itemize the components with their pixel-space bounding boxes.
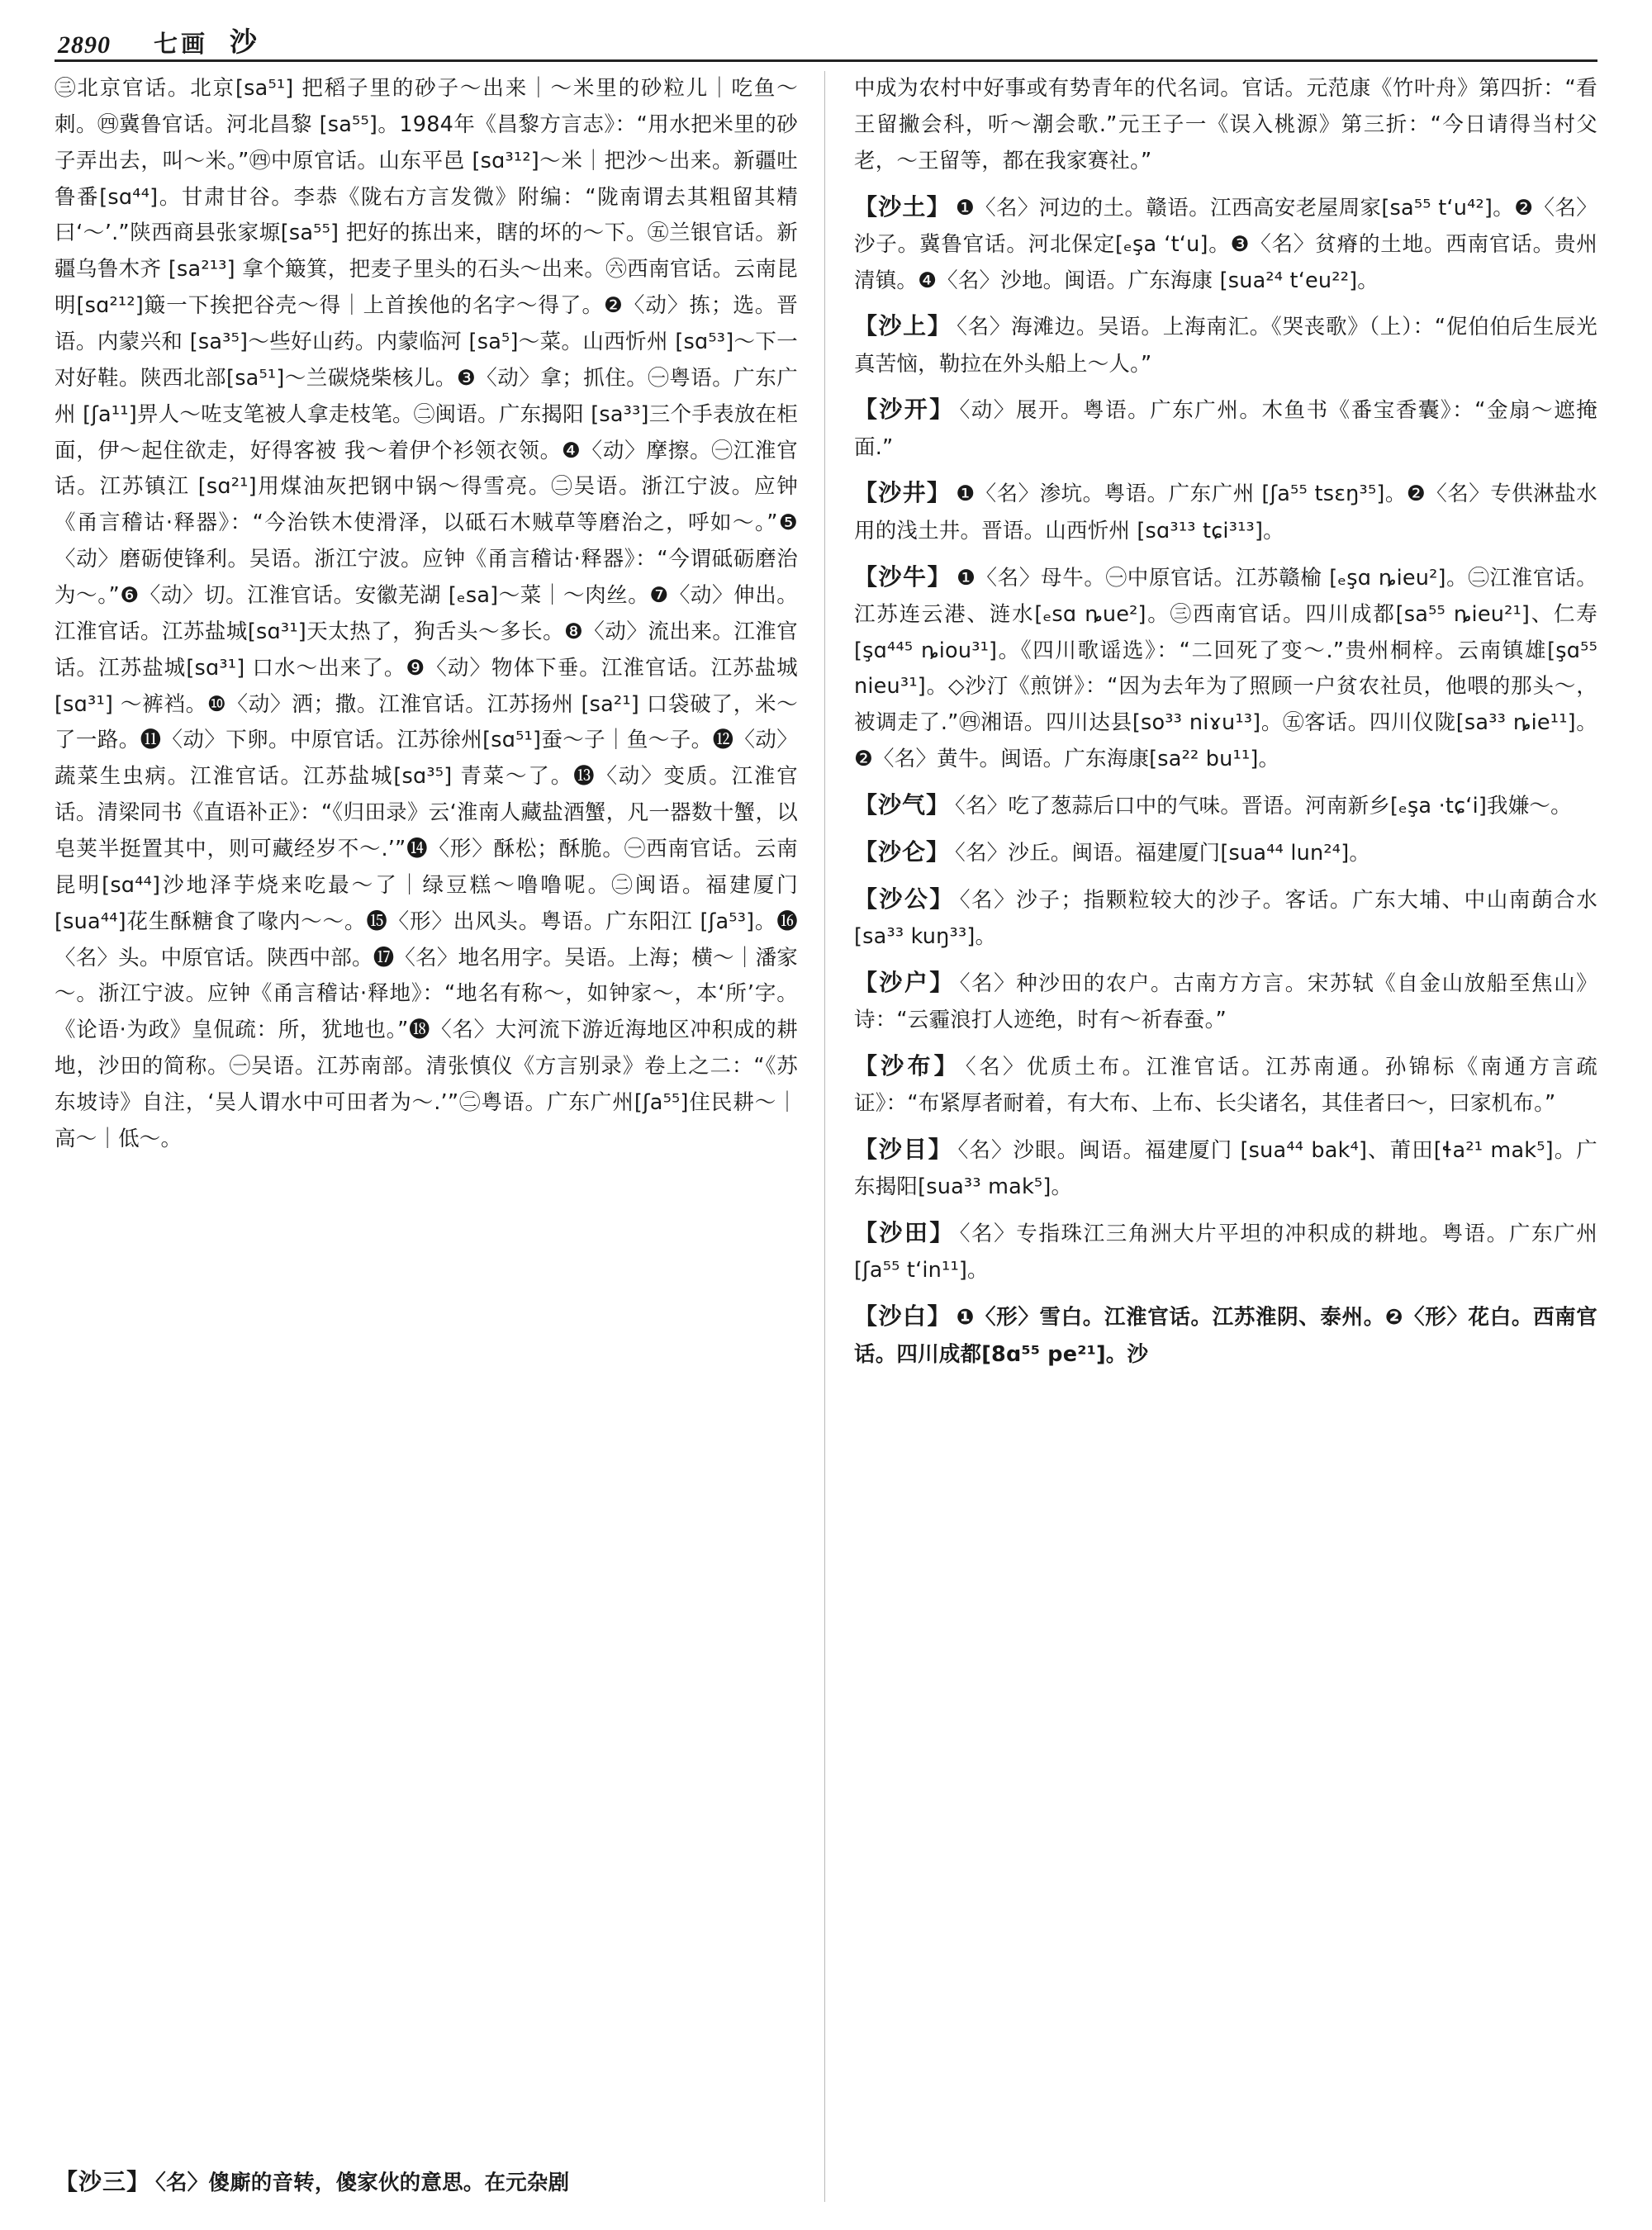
stroke-count-label: 七画 [154, 30, 209, 58]
continued-paragraph-right: 中成为农村中好事或有势青年的代名词。官话。元范康《竹叶舟》第四折：“看王留撇会科，听～潮会歌.”元王子一《误入桃源》第三折：“今日请得当村父老，～王留等，都在我家赛社。” [854, 76, 1597, 173]
entry-headword: 【沙井】 [854, 479, 952, 507]
left-bottom-entry [55, 2155, 776, 2205]
entry-headword: 【沙布】 [854, 1052, 961, 1080]
entry-headword: 【沙仑】 [854, 838, 951, 866]
entry-body: 〈名〉海滩边。吴语。上海南汇。《哭丧歌》（上）：“伲伯伯后生辰光真苦恼，勒拉在外头船上～人。” [854, 315, 1597, 377]
entry-headword: 【沙开】 [854, 396, 955, 424]
page-header [58, 12, 1594, 59]
entry-headword: 【沙三】 [55, 2167, 151, 2195]
entry-body: 〈名〉优质土布。江淮官话。江苏南通。孙锦标《南通方言疏证》：“布紧厚者耐着，有大布、上布、长尖诸名，其佳者曰～，曰家机布。” [854, 1055, 1597, 1117]
entry-sha-mu [854, 1130, 1597, 1206]
entry-sha-jing [854, 473, 1597, 549]
page-number: 2890 [58, 31, 111, 59]
entry-sha-shang [854, 306, 1597, 382]
entry-sha-bu [854, 1046, 1597, 1122]
entry-headword: 【沙白】 [854, 1302, 952, 1331]
entry-body: 〈名〉吃了葱蒜后口中的气味。晋语。河南新乡[ₑşa ·tɕ‘i]我嫌～。 [955, 793, 1572, 818]
continued-paragraph: ㊂北京官话。北京[sa⁵¹] 把稻子里的砂子～出来｜～米里的砂粒儿｜吃鱼～刺。㊃冀鲁官话。河北昌黎 [sa⁵⁵]。1984年《昌黎方言志》：“用水把米里的砂子弄出去，叫～米。”㊃中原官话。山东平邑 [sɑ³¹²]～米｜把沙～出来。新疆吐鲁番[sɑ⁴⁴]。甘肃甘谷。李恭《陇右方言发微》附编：“陇南谓去其粗留其精曰‘～’.”陕西商县张家塬[sa⁵⁵] 把好的拣出来，瞎的坏的～下。㊄兰银官话。新疆乌鲁木齐 [sa²¹³] 拿个簸箕，把麦子里头的石头～出来。㊅西南官话。云南昆明[sɑ²¹²]簸一下挨把谷壳～得｜上首挨他的名字～得了。❷〈动〉拣；选。晋语。内蒙兴和 [sa³⁵]～些好山药。内蒙临河 [sa⁵]～菜。山西忻州 [sɑ⁵³]～下一对好鞋。陕西北部[sa⁵¹]～兰碳烧柴核儿。❸〈动〉拿；抓住。㊀粤语。广东广州 [ʃa¹¹]畀人～咗支笔被人拿走枝笔。㊁闽语。广东揭阳 [sa³³]三个手表放在柜面，伊～起住欲走，好得客被 我～着伊个衫领衣领。❹〈动〉摩擦。㊀江淮官话。江苏镇江 [sɑ²¹]用煤油灰把钢中锅～得雪亮。㊁吴语。浙江宁波。应钟《甬言稽诂·释器》：“今治铁木使滑泽，以砥石木贼草等磨治之，呼如～。”❺〈动〉磨砺使锋利。吴语。浙江宁波。应钟《甬言稽诂·释器》：“今谓砥砺磨治为～。”❻〈动〉切。江淮官话。安徽芜湖 [ₑsa]～菜｜～肉丝。❼〈动〉伸出。江淮官话。江苏盐城[sɑ³¹]天太热了，狗舌头～多长。❽〈动〉流出来。江淮官话。江苏盐城[sɑ³¹] 口水～出来了。❾〈动〉物体下垂。江淮官话。江苏盐城 [sɑ³¹] ～裤裆。❿〈动〉洒；撒。江淮官话。江苏扬州 [sa²¹] 口袋破了，米～了一路。⓫〈动〉下卵。中原官话。江苏徐州[sɑ⁵¹]蚕～子｜鱼～子。⓬〈动〉蔬菜生虫病。江淮官话。江苏盐城[sɑ³⁵] 青菜～了。⓭〈动〉变质。江淮官话。清梁同书《直语补正》：“《归田录》云‘淮南人藏盐酒蟹，凡一器数十蟹，以皂荚半挺置其中，则可藏经岁不～.’”⓮〈形〉酥松；酥脆。㊀西南官话。云南昆明[sɑ⁴⁴]沙地泽芋烧来吃最～了｜绿豆糕～噜噜呢。㊁闽语。福建厦门[sua⁴⁴]花生酥糖食了喙内～～。⓯〈形〉出风头。粤语。广东阳江 [ʃa⁵³]。⓰〈名〉头。中原官话。陕西中部。⓱〈名〉地名用字。吴语。上海；横～｜潘家～。浙江宁波。应钟《甬言稽诂·释地》：“地名有称～，如钟家～，本‘所’字。《论语·为政》皇侃疏：所，犹地也。”⓲〈名〉大河流下游近海地区冲积成的耕地，沙田的简称。㊀吴语。江苏南部。清张慎仪《方言别录》卷上之二：“《苏东坡诗》自注，‘吴人谓水中可田者为～.’”㊁粤语。广东广州[ʃa⁵⁵]住民耕～｜高～｜低～。 [55, 76, 798, 1151]
entry-body: 〈名〉傻廝的音转，傻家伙的意思。在元杂剧 [155, 2170, 570, 2195]
entry-headword: 【沙气】 [854, 790, 951, 818]
entry-body: ❶〈名〉母牛。㊀中原官话。江苏赣榆 [ₑşɑ ȵieu²]。㊁江淮官话。江苏连云港、涟水[ₑsɑ ȵue²]。㊂西南官话。四川成都[sa⁵⁵ ȵieu²¹]、仁寿[şɑ⁴⁴⁵ ȵiou³¹]。《四川歌谣选》：“二回死了变～.”贵州桐梓。云南镇雄[şɑ⁵⁵ nieu³¹]。◇沙汀《煎饼》：“因为去年为了照顾一户贫农社员，他喂的那头～，被调走了.”㊃湘语。四川达县[so³³ niɤu¹³]。㊄客话。四川仪陇[sa³³ ȵie¹¹]。❷〈名〉黄牛。闽语。广东海康[sa²² bu¹¹]。 [854, 565, 1597, 772]
entry-body: 〈名〉种沙田的农户。古南方方言。宋苏轼《自金山放船至焦山》诗：“云霾浪打人迹绝，时有～祈春蚕。” [854, 971, 1597, 1033]
entry-headword: 【沙土】 [854, 192, 951, 221]
entry-body: 〈动〉展开。粤语。广东广州。木鱼书《番宝香囊》：“金扇～遮掩面.” [854, 398, 1597, 460]
entry-sha-niu [854, 558, 1597, 778]
left-column [55, 71, 819, 2210]
entry-sha-san [55, 2162, 776, 2202]
entry-headword: 【沙目】 [854, 1136, 953, 1164]
entry-body: ❶〈名〉河边的土。赣语。江西高安老屋周家[sa⁵⁵ t‘u⁴²]。❷〈名〉沙子。冀鲁官话。河北保定[ₑşa ‘t‘u]。❸〈名〉贫瘠的土地。西南官话。贵州清镇。❹〈名〉沙地。闽语。广东海康 [sua²⁴ t‘eu²²]。 [854, 195, 1597, 293]
entry-headword: 【沙上】 [854, 312, 952, 340]
entry-sha-gong [854, 880, 1597, 956]
column-divider [824, 71, 825, 2202]
entry-sha-tu [854, 187, 1597, 300]
entry-headword: 【沙牛】 [854, 562, 952, 591]
entry-sha-hu [854, 963, 1597, 1039]
entry-headword: 【沙田】 [854, 1219, 955, 1247]
entry-sha-bai [854, 1297, 1597, 1373]
section-character: 沙 [230, 26, 258, 58]
entry-sha-qi [854, 785, 1597, 825]
entry-body: 〈名〉沙眼。闽语。福建厦门 [sua⁴⁴ bak⁴]、莆田[ɬa²¹ mak⁵]。广东揭阳[sua³³ mak⁵]。 [854, 1138, 1597, 1200]
text-columns [55, 71, 1597, 2210]
entry-body: ❶〈形〉雪白。江淮官话。江苏淮阴、泰州。❷〈形〉花白。西南官话。四川成都[8ɑ⁵⁵ pe²¹]。沙 [854, 1305, 1597, 1367]
header-divider [55, 59, 1597, 62]
entry-sha-kai [854, 390, 1597, 466]
entry-body: ❶〈名〉渗坑。粤语。广东广州 [ʃa⁵⁵ tsɛŋ³⁵]。❷〈名〉专供淋盐水用的浅土井。晋语。山西忻州 [sɑ³¹³ tɕi³¹³]。 [854, 482, 1597, 543]
entry-sha-tian [854, 1213, 1597, 1289]
entry-body: 〈名〉专指珠江三角洲大片平坦的冲积成的耕地。粤语。广东广州[ʃa⁵⁵ t‘in¹¹]。 [854, 1222, 1597, 1283]
entry-body: 〈名〉沙子；指颗粒较大的沙子。客话。广东大埔、中山南蓢合水[sa³³ kuŋ³³]。 [854, 888, 1597, 950]
right-column [819, 71, 1597, 2210]
entry-headword: 【沙公】 [854, 885, 955, 913]
entry-body: 〈名〉沙丘。闽语。福建厦门[sua⁴⁴ lun²⁴]。 [955, 841, 1371, 866]
entry-sha-lun [854, 833, 1597, 872]
entry-headword: 【沙户】 [854, 969, 955, 997]
